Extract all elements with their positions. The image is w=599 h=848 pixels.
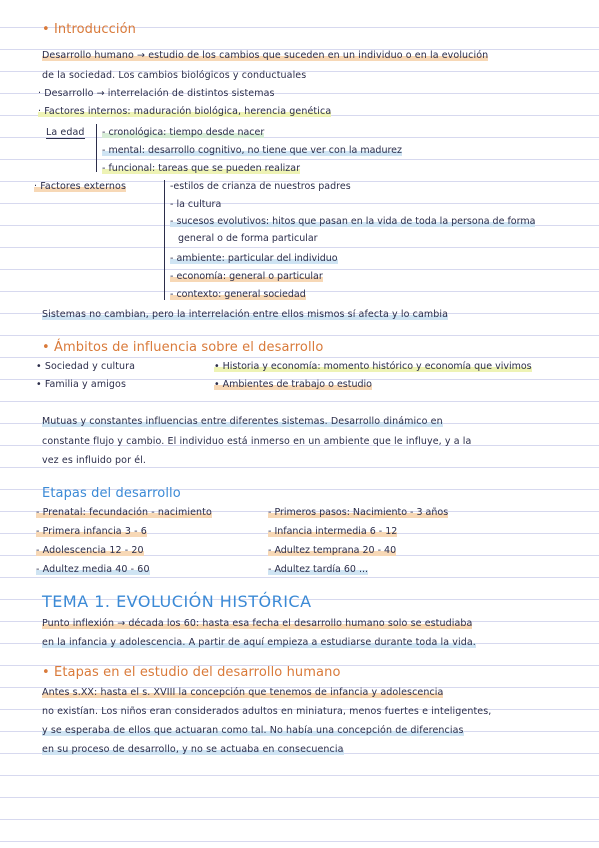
etapa-left-2: - Primera infancia 3 - 6 xyxy=(36,526,147,537)
sistemas-line: Sistemas no cambian, pero la interrelación entre ellos mismos sí afecta y lo cambia xyxy=(42,309,449,320)
mutuos-line-1: Mutuas y constantes influencias entre diferentes sistemas. Desarrollo dinámico en xyxy=(42,416,443,427)
intro-line-4: · Factores internos: maduración biológica, herencia genética xyxy=(38,106,332,117)
externos-item-6: - economía: general o particular xyxy=(170,271,323,282)
intro-line-2: de la sociedad. Los cambios biológicos y conductuales xyxy=(42,70,307,81)
antes-line-1: Antes s.XX: hasta el s. XVIII la concepción que tenemos de infancia y adolescencia xyxy=(42,687,444,698)
externos-item-7: - contexto: general sociedad xyxy=(170,289,306,300)
externos-item-5: - ambiente: particular del individuo xyxy=(170,253,338,264)
edad-item-2: - mental: desarrollo cognitivo, no tiene que ver con la madurez xyxy=(102,145,403,156)
externos-brace xyxy=(164,180,165,300)
edad-item-1: - cronológica: tiempo desde nacer xyxy=(102,127,265,138)
externos-label: · Factores externos xyxy=(34,181,127,192)
mutuos-line-2: constante flujo y cambio. El individuo está inmerso en un ambiente que le influye, y a la xyxy=(42,436,472,447)
edad-brace xyxy=(96,124,97,172)
tema-line-1: Punto inflexión → década los 60: hasta esa fecha el desarrollo humano solo se estudiaba xyxy=(42,618,473,629)
ambitos-right-2: • Ambientes de trabajo o estudio xyxy=(214,379,372,390)
ambitos-right-1: • Historia y economía: momento histórico y economía que vivimos xyxy=(214,361,532,372)
ambitos-left-1: • Sociedad y cultura xyxy=(36,361,136,372)
etapa-left-1: - Prenatal: fecundación - nacimiento xyxy=(36,507,212,518)
antes-line-3: y se esperaba de ellos que actuaran como tal. No había una concepción de diferencias xyxy=(42,725,464,736)
edad-label: La edad xyxy=(46,127,85,138)
externos-item-1: -estilos de crianza de nuestros padres xyxy=(170,181,351,192)
etapa-left-4: - Adultez media 40 - 60 xyxy=(36,564,150,575)
antes-line-4: en su proceso de desarrollo, y no se actuaba en consecuencia xyxy=(42,744,344,755)
externos-item-4: general o de forma particular xyxy=(178,233,318,244)
externos-item-3: - sucesos evolutivos: hitos que pasan en la vida de toda la persona de forma xyxy=(170,216,536,227)
externos-item-2: - la cultura xyxy=(170,199,222,210)
mutuos-line-3: vez es influido por él. xyxy=(42,455,147,466)
ambitos-left-2: • Familia y amigos xyxy=(36,379,126,390)
intro-line-3: · Desarrollo → interrelación de distintos sistemas xyxy=(38,88,275,99)
etapa-right-3: - Adultez temprana 20 - 40 xyxy=(268,545,397,556)
antes-line-2: no existían. Los niños eran considerados adultos en miniatura, menos fuertes e inteligentes, xyxy=(42,706,492,717)
intro-line-1: Desarrollo humano → estudio de los cambios que suceden en un individuo o en la evolución xyxy=(42,50,489,61)
intro-heading: • Introducción xyxy=(42,22,136,37)
edad-item-3: - funcional: tareas que se pueden realizar xyxy=(102,163,300,174)
etapas-estudio-heading: • Etapas en el estudio del desarrollo humano xyxy=(42,665,341,680)
ambitos-heading: • Ámbitos de influencia sobre el desarrollo xyxy=(42,340,324,355)
etapa-left-3: - Adolescencia 12 - 20 xyxy=(36,545,144,556)
tema-line-2: en la infancia y adolescencia. A partir de aquí empieza a estudiarse durante toda la vida. xyxy=(42,637,476,648)
etapa-right-4: - Adultez tardía 60 ... xyxy=(268,564,369,575)
etapa-right-1: - Primeros pasos: Nacimiento - 3 años xyxy=(268,507,449,518)
etapa-right-2: - Infancia intermedia 6 - 12 xyxy=(268,526,398,537)
etapas-heading: Etapas del desarrollo xyxy=(42,486,181,501)
tema-heading: TEMA 1. EVOLUCIÓN HISTÓRICA xyxy=(42,592,312,611)
